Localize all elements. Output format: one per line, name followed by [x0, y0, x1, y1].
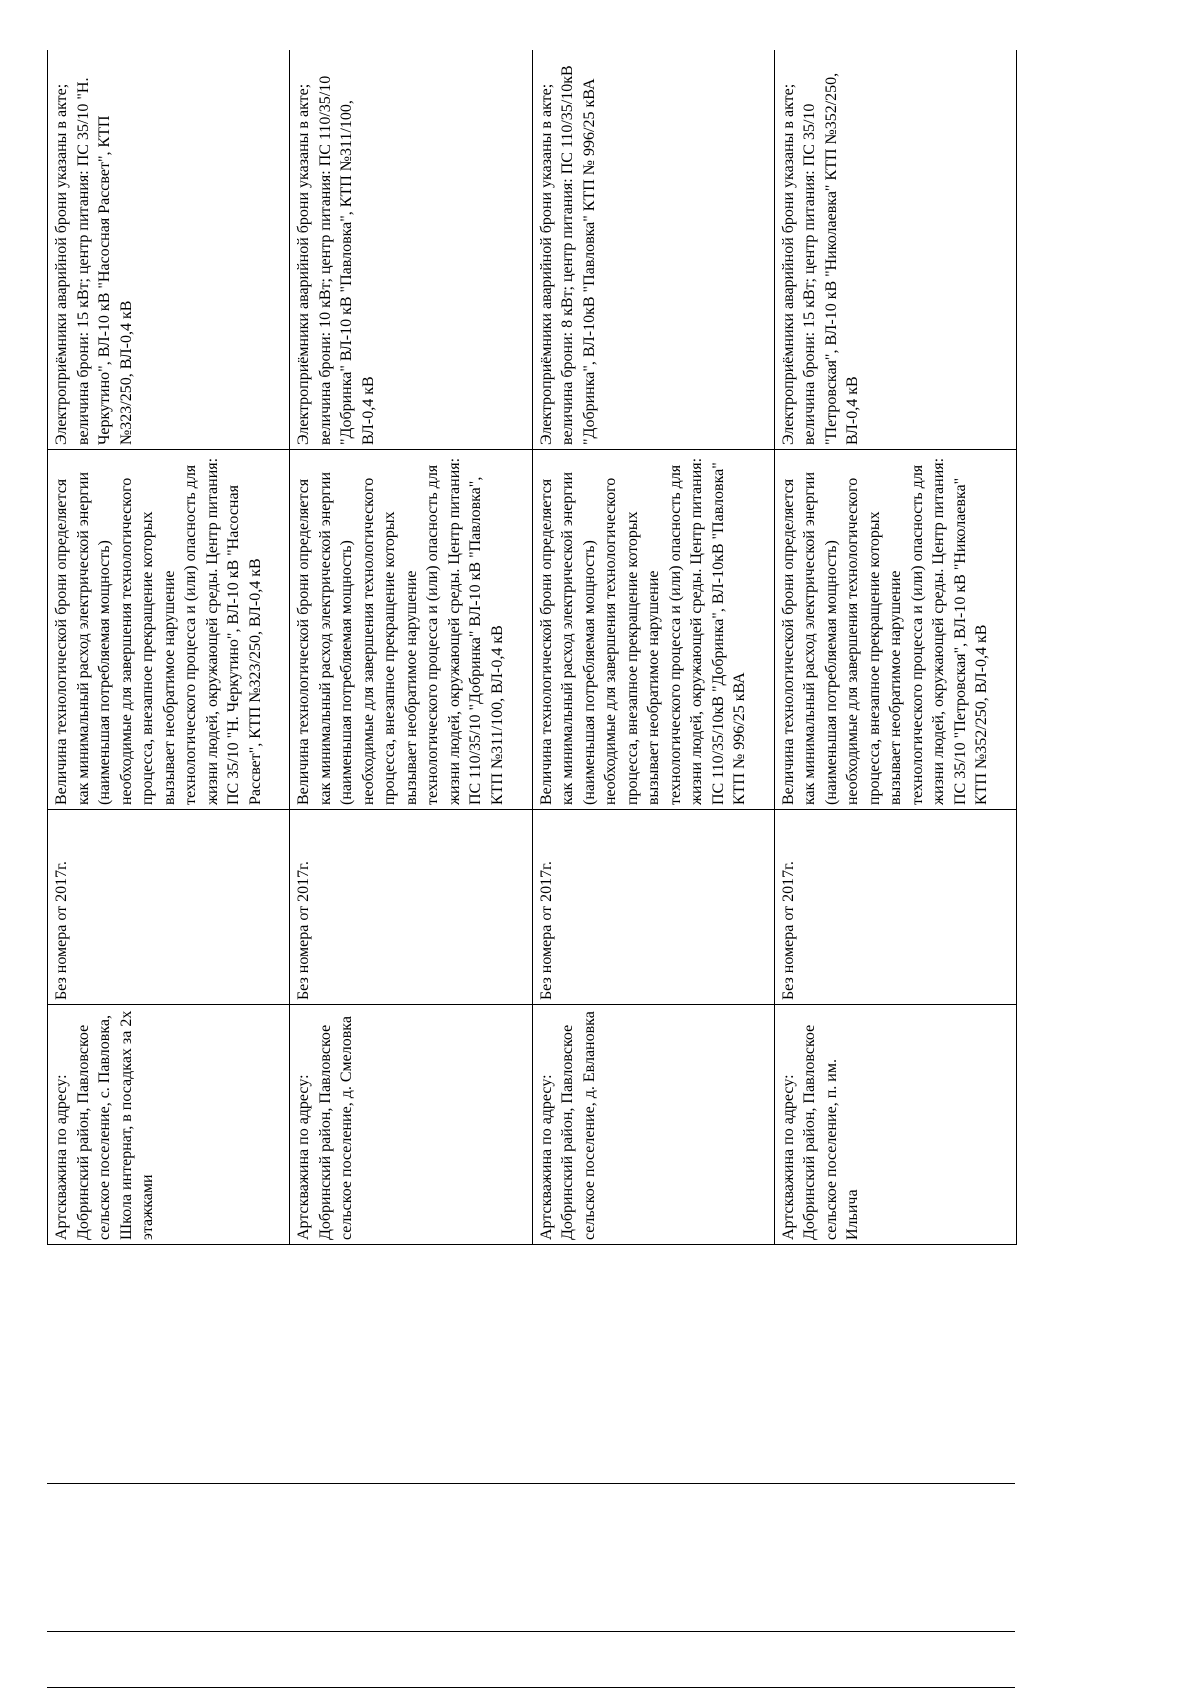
object-cell: Артскважина по адресу: Добринский район, Павловское сельское поселение, д. Смеловка: [290, 1005, 532, 1245]
reserve-table: [47, 50, 1017, 1245]
table-row: [290, 50, 532, 1245]
document-cell: Без номера от 2017г.: [48, 810, 290, 1005]
object-cell: Артскважина по адресу: Добринский район, Павловское сельское поселение, п. им. Ильича: [774, 1005, 1016, 1245]
divider-line: [47, 1483, 1015, 1484]
emergency-reserve-cell: Электроприёмники аварийной брони указаны в акте; величина брони: 10 кВт; центр питания: ПС 110/35/10 "Добринка" ВЛ-10 кВ "Павловка", КТП №311/100, ВЛ-0,4 кВ: [290, 50, 532, 450]
rotated-table: [47, 50, 1017, 1245]
tech-reserve-cell: Величина технологической брони определяется как минимальный расход электрической энергии (наименьшая потребляемая мощность) необходимые для завершения технологического процесса, внезапное прекращение которых вызывает необратимое нарушение технологического процесса и (или) опасность для жизни людей, окружающей среды. Центр питания: ПС 35/10 "Н. Черкутино", ВЛ-10 кВ "Насосная Рассвет", КТП №323/250, ВЛ-0,4 кВ: [48, 450, 290, 810]
table-row: [532, 50, 774, 1245]
document-cell: Без номера от 2017г.: [532, 810, 774, 1005]
divider-line: [47, 1631, 1015, 1632]
rotated-table-area: [47, 50, 1017, 1245]
table-row: [774, 50, 1016, 1245]
document-cell: Без номера от 2017г.: [290, 810, 532, 1005]
object-cell: Артскважина по адресу: Добринский район, Павловское сельское поселение, д. Евлановка: [532, 1005, 774, 1245]
tech-reserve-cell: Величина технологической брони определяется как минимальный расход электрической энергии (наименьшая потребляемая мощность) необходимые для завершения технологического процесса, внезапное прекращение которых вызывает необратимое нарушение технологического процесса и (или) опасность для жизни людей, окружающей среды. Центр питания: ПС 35/10 "Петровская", ВЛ-10 кВ "Николаевка" КТП №352/250, ВЛ-0,4 кВ: [774, 450, 1016, 810]
emergency-reserve-cell: Электроприёмники аварийной брони указаны в акте; величина брони: 8 кВт; центр питания: ПС 110/35/10кВ "Добринка", ВЛ-10кВ "Павловка" КТП № 996/25 кВА: [532, 50, 774, 450]
object-cell: Артскважина по адресу: Добринский район, Павловское сельское поселение, с. Павловка, Школа интернат, в посадках за 2х этажками: [48, 1005, 290, 1245]
table-row: [48, 50, 290, 1245]
emergency-reserve-cell: Электроприёмники аварийной брони указаны в акте; величина брони: 15 кВт; центр питания: ПС 35/10 "Н. Черкутино", ВЛ-10 кВ "Насосная Рассвет", КТП №323/250, ВЛ-0,4 кВ: [48, 50, 290, 450]
tech-reserve-cell: Величина технологической брони определяется как минимальный расход электрической энергии (наименьшая потребляемая мощность) необходимые для завершения технологического процесса, внезапное прекращение которых вызывает необратимое нарушение технологического процесса и (или) опасность для жизни людей, окружающей среды. Центр питания: ПС 110/35/10кВ "Добринка", ВЛ-10кВ "Павловка" КТП № 996/25 кВА: [532, 450, 774, 810]
tech-reserve-cell: Величина технологической брони определяется как минимальный расход электрической энергии (наименьшая потребляемая мощность) необходимые для завершения технологического процесса, внезапное прекращение которых вызывает необратимое нарушение технологического процесса и (или) опасность для жизни людей, окружающей среды. Центр питания: ПС 110/35/10 "Добринка" ВЛ-10 кВ "Павловка", КТП №311/100, ВЛ-0,4 кВ: [290, 450, 532, 810]
divider-line: [47, 1687, 1015, 1688]
document-cell: Без номера от 2017г.: [774, 810, 1016, 1005]
emergency-reserve-cell: Электроприёмники аварийной брони указаны в акте; величина брони: 15 кВт; центр питания: ПС 35/10 "Петровская", ВЛ-10 кВ "Николаевка" КТП №352/250, ВЛ-0,4 кВ: [774, 50, 1016, 450]
